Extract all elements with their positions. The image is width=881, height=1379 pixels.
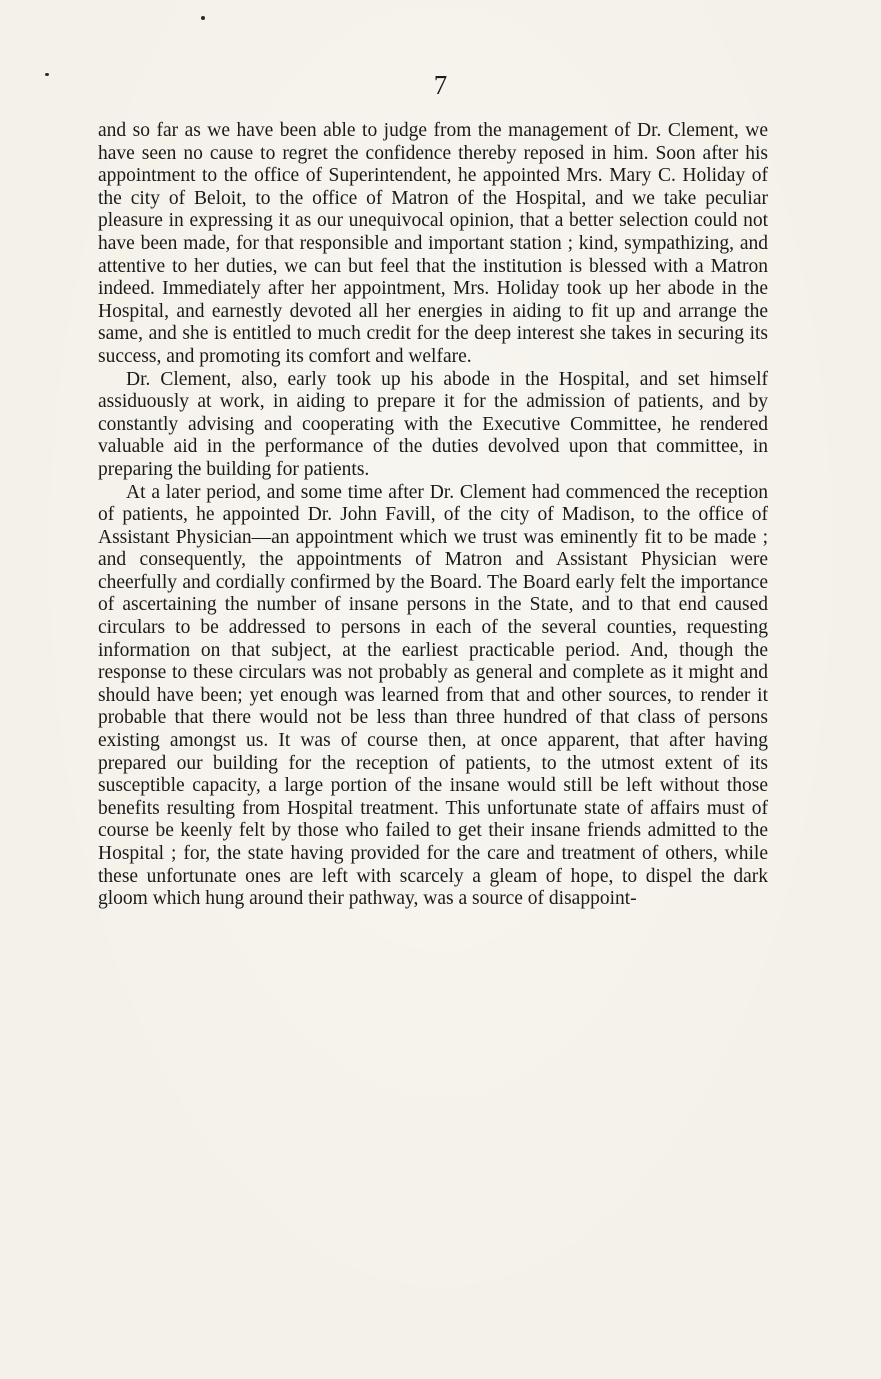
body-text: [98, 120, 768, 911]
paragraph-3: At a later period, and some time after Dr. Clement had commenced the reception of patients, he appointed Dr. John Favill, of the city of Madison, to the office of Assistant Physician—an appointment which we trust was eminently fit to be made ; and consequently, the appointments of Matron and Assistant Physician were cheerfully and cordially confirmed by the Board. The Board early felt the importance of ascertaining the number of insane persons in the State, and to that end caused circulars to be addressed to persons in each of the several counties, requesting information on that subject, at the earliest practicable period. And, though the response to these circulars was not probably as general and complete as it might and should have been; yet enough was learned from that and other sources, to render it probable that there would not be less than three hundred of that class of persons existing amongst us. It was of course then, at once apparent, that after having prepared our building for the reception of patients, to the utmost extent of its susceptible capacity, a large portion of the insane would still be left without those benefits resulting from Hospital treatment. This unfortunate state of affairs must of course be keenly felt by those who failed to get their insane friends admitted to the Hospital ; for, the state having provided for the care and treatment of others, while these unfortunate ones are left with scarcely a gleam of hope, to dispel the dark gloom which hung around their pathway, was a source of disappoint-: [98, 481, 768, 910]
print-speck: [201, 16, 205, 20]
paragraph-1: and so far as we have been able to judge from the management of Dr. Clement, we have seen no cause to regret the confidence thereby reposed in him. Soon after his appointment to the office of Superintendent, he appointed Mrs. Mary C. Holiday of the city of Beloit, to the office of Matron of the Hospital, and we take peculiar pleasure in expressing it as our unequivocal opinion, that a better selection could not have been made, for that responsible and important station ; kind, sympathizing, and attentive to her duties, we can but feel that the institution is blessed with a Matron indeed. Immediately after her appointment, Mrs. Holiday took up her abode in the Hospital, and earnestly devoted all her energies in aiding to fit up and arrange the same, and she is entitled to much credit for the deep interest she takes in securing its success, and promoting its comfort and welfare.: [98, 120, 768, 367]
paragraph-2: Dr. Clement, also, early took up his abode in the Hospital, and set himself assiduously at work, in aiding to prepare it for the admission of patients, and by constantly advising and cooperating with the Executive Committee, he rendered valuable aid in the performance of the duties devolved upon that committee, in preparing the building for patients.: [98, 368, 768, 480]
page-number: 7: [433, 70, 448, 100]
